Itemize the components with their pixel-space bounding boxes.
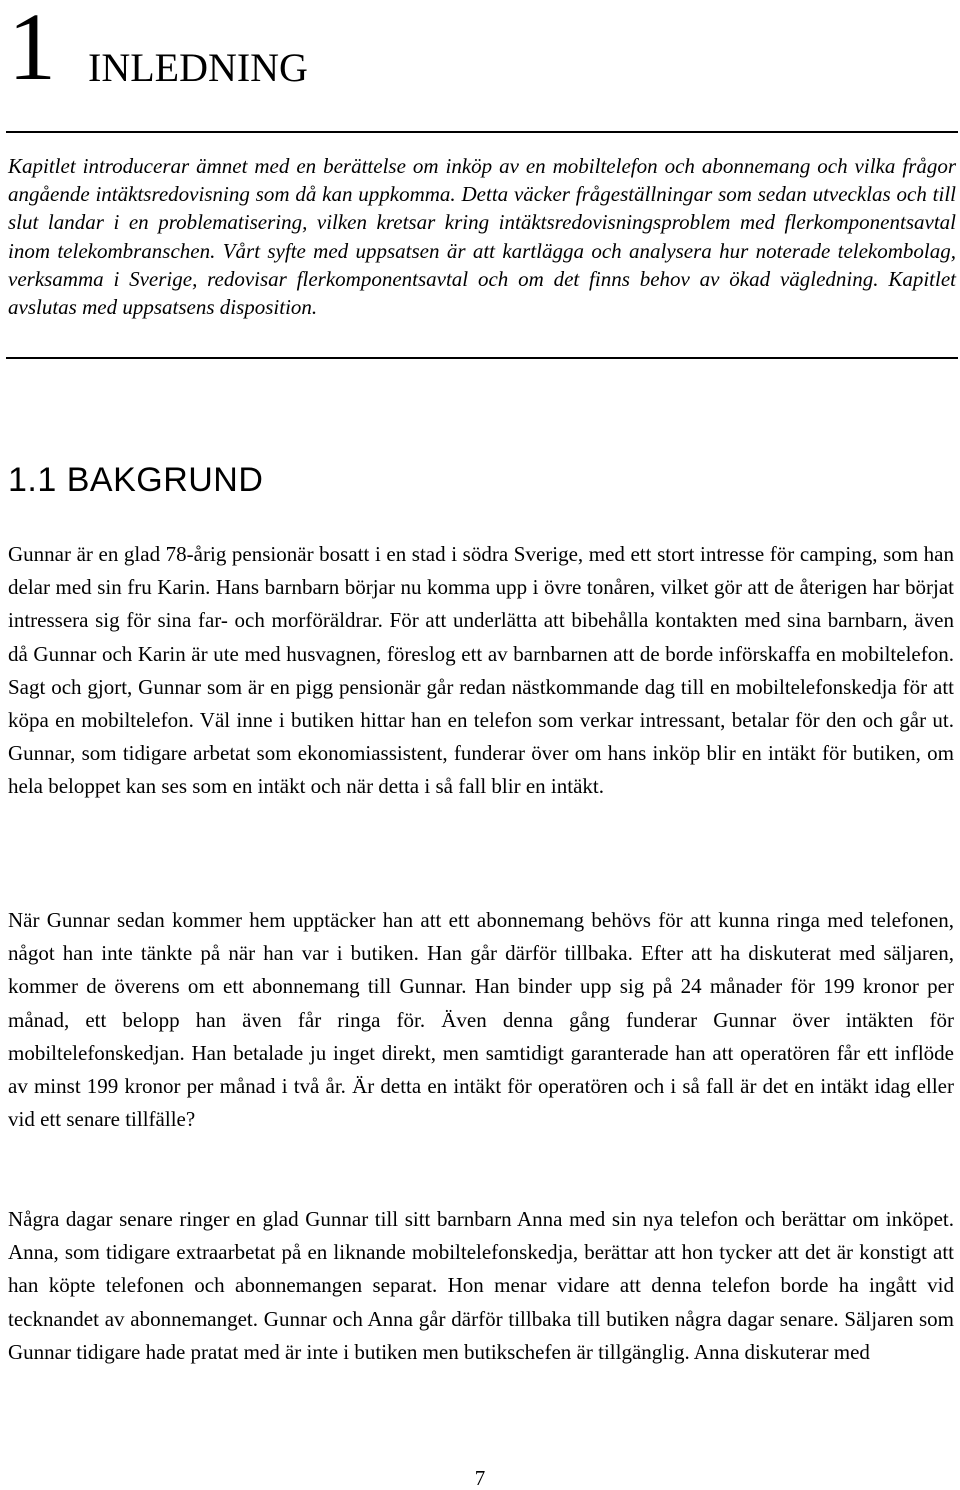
body-paragraph: Gunnar är en glad 78-årig pensionär bosatt i en stad i södra Sverige, med ett stort intresse för camping, som han delar med sin fru Karin. Hans barnbarn börjar nu komma upp i övre tonåren, vilket gör att de återigen har börjat intressera sig för sina far- och morföräldrar. För att underlätta att bibehålla kontakten med sina barnbarn, även då Gunnar och Karin är ute med husvagnen, föreslog ett av barnbarnen att de borde införskaffa en mobiltelefon. Sagt och gjort, Gunnar som är en pigg pensionär går redan nästkommande dag till en mobiltelefonskedja för att köpa en mobiltelefon. Väl inne i butiken hittar han en telefon som verkar intressant, betalar för den och går ut. Gunnar, som tidigare arbetat som ekonomiassistent, funderar över om hans inköp blir en intäkt för butiken, om hela beloppet kan ses som en intäkt och när detta i så fall blir en intäkt.	[8, 542, 954, 799]
abstract-top-rule	[6, 131, 958, 133]
body-paragraph: När Gunnar sedan kommer hem upptäcker han att ett abonnemang behövs för att kunna ringa med telefonen, något han inte tänkte på när han var i butiken. Han går därför tillbaka. Efter att ha diskuterat med säljaren, kommer de överens om ett abonnemang till Gunnar. Han binder upp sig på 24 månader för 199 kronor per månad, ett belopp han även får ringa för. Även denna gång funderar Gunnar över intäkten för mobiltelefonskedjan. Han betalade ju inget direkt, men samtidigt garanterade han att operatören får ett inflöde av minst 199 kronor per månad i två år. Är detta en intäkt för operatören och i så fall är det en intäkt idag eller vid ett senare tillfälle?	[8, 908, 954, 1132]
section-heading: 1.1 BAKGRUND	[8, 461, 264, 499]
chapter-title: INLEDNING	[88, 45, 308, 90]
page-number: 7	[474, 1466, 486, 1490]
chapter-header	[8, 0, 948, 110]
body-paragraph: Några dagar senare ringer en glad Gunnar till sitt barnbarn Anna med sin nya telefon och berättar om inköpet. Anna, som tidigare extraarbetat på en liknande mobiltelefonskedja, berättar att hon tycker att det är konstigt att han köpte telefonen och abonnemangen separat. Hon menar vidare att denna telefon borde ha ingått vid tecknandet av abonnemanget. Gunnar och Anna går därför tillbaka till butiken några dagar senare. Säljaren som Gunnar tidigare hade pratat med är inte i butiken men butikschefen är tillgänglig. Anna diskuterar med	[8, 1207, 954, 1364]
chapter-number: 1	[8, 0, 54, 100]
chapter-abstract: Kapitlet introducerar ämnet med en berättelse om inköp av en mobiltelefon och abonnemang och vilka frågor angående intäktsredovisning som då kan uppkomma. Detta väcker frågeställningar som sedan utvecklas och till slut landar i en problematisering, vilken kretsar kring intäktsredovisningsproblem med flerkomponentsavtal inom telekombranschen. Vårt syfte med uppsatsen är att kartlägga och analysera hur noterade telekombolag, verksamma i Sverige, redovisar flerkomponentsavtal och om det finns behov av ökad vägledning. Kapitlet avslutas med uppsatsens disposition.	[8, 154, 956, 320]
abstract-bottom-rule	[6, 357, 958, 359]
